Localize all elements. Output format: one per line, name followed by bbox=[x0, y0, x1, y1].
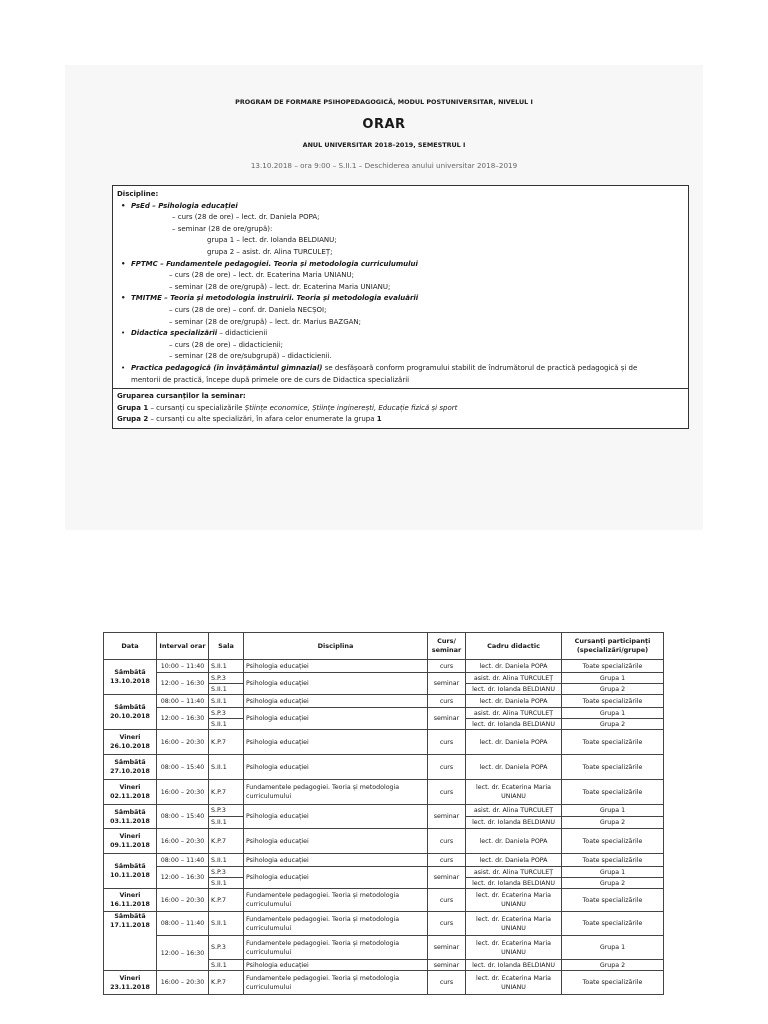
teacher-cell: lect. dr. Iolanda BELDIANU bbox=[466, 878, 562, 889]
discipline-cell: Psihologia educației bbox=[244, 755, 428, 780]
participants-cell: Toate specializările bbox=[562, 971, 664, 995]
room-cell: K.P.7 bbox=[209, 730, 244, 755]
date-cell: Sâmbătă 10.11.2018 bbox=[104, 854, 157, 889]
interval-cell: 10:00 – 11:40 bbox=[157, 660, 209, 673]
discipline-cell: Fundamentele pedagogiei. Teoria și metodologia curriculumului bbox=[244, 889, 428, 912]
interval-cell: 16:00 – 20:30 bbox=[157, 780, 209, 805]
table-row bbox=[104, 805, 664, 817]
room-cell: K.P.7 bbox=[209, 829, 244, 854]
interval-cell: 08:00 – 11:40 bbox=[157, 854, 209, 867]
interval-cell: 12:00 – 16:30 bbox=[157, 936, 209, 971]
col-header-data: Data bbox=[104, 633, 157, 660]
program-title: PROGRAM DE FORMARE PSIHOPEDAGOGICĂ, MODUL POSTUNIVERSITAR, NIVELUL I bbox=[235, 98, 533, 106]
group-2-label: Grupa 2 bbox=[117, 415, 149, 424]
table-row bbox=[104, 854, 664, 867]
discipline-practica-title: Practica pedagogică (în învățământul gimnazial) bbox=[131, 363, 323, 372]
table-row bbox=[104, 708, 664, 719]
participants-cell: Toate specializările bbox=[562, 730, 664, 755]
discipline-cell: Psihologia educației bbox=[244, 660, 428, 673]
type-cell: curs bbox=[428, 829, 466, 854]
disciplines-heading: Discipline: bbox=[117, 190, 159, 198]
table-row bbox=[104, 660, 664, 673]
col-header-curs-seminar: Curs/ seminar bbox=[428, 633, 466, 660]
room-cell: K.P.7 bbox=[209, 971, 244, 995]
date-cell: Sâmbătă 27.10.2018 bbox=[104, 755, 157, 780]
discipline-didactica-rest: – didacticienii bbox=[217, 329, 268, 338]
discipline-line: grupa 1 – lect. dr. Iolanda BELDIANU; bbox=[207, 236, 337, 245]
discipline-cell: Psihologia educației bbox=[244, 708, 428, 730]
participants-cell: Toate specializările bbox=[562, 755, 664, 780]
room-cell: S.II.1 bbox=[209, 878, 244, 889]
discipline-cell: Psihologia educației bbox=[244, 730, 428, 755]
room-cell: K.P.7 bbox=[209, 780, 244, 805]
room-cell: S.P.3 bbox=[209, 673, 244, 684]
teacher-cell: lect. dr. Daniela POPA bbox=[466, 829, 562, 854]
room-cell: S.II.1 bbox=[209, 684, 244, 695]
discipline-didactica-title: Didactica specializării bbox=[131, 329, 218, 338]
table-row bbox=[104, 971, 664, 995]
discipline-cell: Psihologia educației bbox=[244, 867, 428, 889]
type-cell: seminar bbox=[428, 936, 466, 960]
grouping-section bbox=[113, 388, 688, 428]
group-2-line bbox=[117, 414, 684, 426]
room-cell: S.P.3 bbox=[209, 867, 244, 878]
discipline-cell: Fundamentele pedagogiei. Teoria și metodologia curriculumului bbox=[244, 912, 428, 936]
type-cell: curs bbox=[428, 889, 466, 912]
participants-cell: Toate specializările bbox=[562, 829, 664, 854]
discipline-line: – curs (28 de ore) – conf. dr. Daniela NECȘOI; bbox=[169, 305, 327, 314]
teacher-cell: lect. dr. Daniela POPA bbox=[466, 755, 562, 780]
table-row bbox=[104, 829, 664, 854]
group-2-number: 1 bbox=[376, 415, 382, 424]
teacher-cell: lect. dr. Daniela POPA bbox=[466, 730, 562, 755]
date-cell: Vineri 16.11.2018 bbox=[104, 889, 157, 912]
opening-note: 13.10.2018 – ora 9:00 – S.II.1 – Deschiderea anului universitar 2018–2019 bbox=[250, 161, 518, 170]
participants-cell: Grupa 2 bbox=[562, 817, 664, 829]
room-cell: S.P.3 bbox=[209, 936, 244, 960]
table-row bbox=[104, 867, 664, 878]
type-cell: curs bbox=[428, 660, 466, 673]
group-1-specializations: Științe economice, Științe inginerești, Educație fizică și sport bbox=[244, 403, 458, 412]
academic-year: ANUL UNIVERSITAR 2018–2019, SEMESTRUL I bbox=[302, 141, 466, 149]
room-cell: S.P.3 bbox=[209, 708, 244, 719]
teacher-cell: asist. dr. Alina TURCULEȚ bbox=[466, 805, 562, 817]
type-cell: curs bbox=[428, 730, 466, 755]
type-cell: seminar bbox=[428, 960, 466, 971]
discipline-fptmc: • FPTMC – Fundamentele pedagogiei. Teoria și metodologia curriculumului bbox=[117, 259, 684, 271]
disciplines-box bbox=[112, 185, 689, 429]
teacher-cell: lect. dr. Ecaterina Maria UNIANU bbox=[466, 889, 562, 912]
discipline-cell: Psihologia educației bbox=[244, 805, 428, 829]
participants-cell: Grupa 1 bbox=[562, 708, 664, 719]
discipline-cell: Fundamentele pedagogiei. Teoria și metodologia curriculumului bbox=[244, 780, 428, 805]
participants-cell: Toate specializările bbox=[562, 854, 664, 867]
room-cell: S.II.1 bbox=[209, 817, 244, 829]
type-cell: curs bbox=[428, 912, 466, 936]
interval-cell: 12:00 – 16:30 bbox=[157, 673, 209, 695]
teacher-cell: lect. dr. Daniela POPA bbox=[466, 660, 562, 673]
type-cell: curs bbox=[428, 780, 466, 805]
teacher-cell: asist. dr. Alina TURCULEȚ bbox=[466, 867, 562, 878]
table-row bbox=[104, 889, 664, 912]
teacher-cell: lect. dr. Ecaterina Maria UNIANU bbox=[466, 936, 562, 960]
discipline-didactica bbox=[117, 328, 684, 340]
schedule-table bbox=[103, 632, 664, 995]
participants-cell: Toate specializările bbox=[562, 912, 664, 936]
table-row bbox=[104, 936, 664, 960]
interval-cell: 16:00 – 20:30 bbox=[157, 971, 209, 995]
discipline-cell: Fundamentele pedagogiei. Teoria și metodologia curriculumului bbox=[244, 936, 428, 960]
participants-cell: Grupa 1 bbox=[562, 673, 664, 684]
col-header-interval: Interval orar bbox=[157, 633, 209, 660]
room-cell: S.II.1 bbox=[209, 912, 244, 936]
interval-cell: 08:00 – 15:40 bbox=[157, 805, 209, 829]
table-header-row bbox=[104, 633, 664, 660]
date-cell: Sâmbătă 03.11.2018 bbox=[104, 805, 157, 829]
interval-cell: 12:00 – 16:30 bbox=[157, 708, 209, 730]
group-1-text: – cursanți cu specializările bbox=[148, 403, 245, 412]
teacher-cell: lect. dr. Iolanda BELDIANU bbox=[466, 684, 562, 695]
discipline-line: – curs (28 de ore) – didacticienii; bbox=[169, 340, 284, 349]
participants-cell: Grupa 2 bbox=[562, 719, 664, 730]
table-row bbox=[104, 755, 664, 780]
type-cell: curs bbox=[428, 854, 466, 867]
teacher-cell: lect. dr. Ecaterina Maria UNIANU bbox=[466, 912, 562, 936]
participants-cell: Toate specializările bbox=[562, 889, 664, 912]
discipline-line: – seminar (28 de ore/subgrupă) – didacticienii. bbox=[169, 352, 332, 361]
discipline-cell: Psihologia educației bbox=[244, 854, 428, 867]
participants-cell: Grupa 2 bbox=[562, 684, 664, 695]
date-cell: Sâmbătă 13.10.2018 bbox=[104, 660, 157, 695]
group-1-label: Grupa 1 bbox=[117, 403, 149, 412]
discipline-cell: Psihologia educației bbox=[244, 673, 428, 695]
discipline-psed: • PsEd – Psihologia educației bbox=[117, 201, 684, 213]
group-2-text: – cursanți cu alte specializări, în afara celor enumerate la grupa bbox=[148, 415, 377, 424]
date-cell: Vineri 09.11.2018 bbox=[104, 829, 157, 854]
disciplines-section bbox=[113, 186, 688, 388]
room-cell: S.II.1 bbox=[209, 960, 244, 971]
room-cell: S.II.1 bbox=[209, 854, 244, 867]
date-cell: Vineri 02.11.2018 bbox=[104, 780, 157, 805]
group-1-line bbox=[117, 403, 684, 415]
discipline-cell: Psihologia educației bbox=[244, 829, 428, 854]
participants-cell: Toate specializările bbox=[562, 695, 664, 708]
teacher-cell: lect. dr. Ecaterina Maria UNIANU bbox=[466, 780, 562, 805]
interval-cell: 16:00 – 20:30 bbox=[157, 829, 209, 854]
participants-cell: Grupa 1 bbox=[562, 805, 664, 817]
col-header-sala: Sala bbox=[209, 633, 244, 660]
table-row bbox=[104, 730, 664, 755]
discipline-line: – seminar (28 de ore/grupă) – lect. dr. Marius BAZGAN; bbox=[169, 317, 362, 326]
discipline-practica-rest: se desfășoară conform programului stabilit de îndrumătorul de practică pedagogică și de bbox=[322, 363, 638, 372]
col-header-cadru-didactic: Cadru didactic bbox=[466, 633, 562, 660]
participants-cell: Toate specializările bbox=[562, 660, 664, 673]
type-cell: seminar bbox=[428, 867, 466, 889]
room-cell: S.II.1 bbox=[209, 660, 244, 673]
teacher-cell: lect. dr. Iolanda BELDIANU bbox=[466, 817, 562, 829]
discipline-line: mentorii de practică, începe după primele ore de curs de Didactica specializării bbox=[131, 375, 410, 384]
table-row bbox=[104, 780, 664, 805]
room-cell: S.P.3 bbox=[209, 805, 244, 817]
discipline-line: grupa 2 – asist. dr. Alina TURCULEȚ; bbox=[207, 247, 333, 256]
interval-cell: 08:00 – 11:40 bbox=[157, 695, 209, 708]
col-header-cursanti: Cursanți participanți (specializări/grupe) bbox=[562, 633, 664, 660]
discipline-line: – curs (28 de ore) – lect. dr. Ecaterina Maria UNIANU; bbox=[169, 271, 355, 280]
discipline-cell: Fundamentele pedagogiei. Teoria și metodologia curriculumului bbox=[244, 971, 428, 995]
col-header-disciplina: Disciplina bbox=[244, 633, 428, 660]
room-cell: K.P.7 bbox=[209, 889, 244, 912]
participants-cell: Grupa 2 bbox=[562, 960, 664, 971]
teacher-cell: lect. dr. Daniela POPA bbox=[466, 854, 562, 867]
date-cell: Vineri 26.10.2018 bbox=[104, 730, 157, 755]
interval-cell: 08:00 – 15:40 bbox=[157, 755, 209, 780]
discipline-cell: Psihologia educației bbox=[244, 960, 428, 971]
type-cell: seminar bbox=[428, 673, 466, 695]
discipline-tmitme: • TMITME – Teoria și metodologia instruirii. Teoria și metodologia evaluării bbox=[117, 293, 684, 305]
table-row bbox=[104, 695, 664, 708]
date-cell: Sâmbătă 17.11.2018 bbox=[104, 912, 157, 971]
table-row bbox=[104, 912, 664, 936]
grouping-heading: Gruparea cursanților la seminar: bbox=[117, 392, 246, 401]
date-cell: Vineri 23.11.2018 bbox=[104, 971, 157, 995]
participants-cell: Grupa 1 bbox=[562, 867, 664, 878]
date-cell: Sâmbătă 20.10.2018 bbox=[104, 695, 157, 730]
teacher-cell: lect. dr. Daniela POPA bbox=[466, 695, 562, 708]
page-title: ORAR bbox=[362, 117, 406, 132]
type-cell: curs bbox=[428, 971, 466, 995]
table-row bbox=[104, 673, 664, 684]
teacher-cell: asist. dr. Alina TURCULEȚ bbox=[466, 708, 562, 719]
interval-cell: 16:00 – 20:30 bbox=[157, 889, 209, 912]
interval-cell: 16:00 – 20:30 bbox=[157, 730, 209, 755]
participants-cell: Grupa 2 bbox=[562, 878, 664, 889]
type-cell: curs bbox=[428, 755, 466, 780]
interval-cell: 08:00 – 11:40 bbox=[157, 912, 209, 936]
teacher-cell: lect. dr. Ecaterina Maria UNIANU bbox=[466, 971, 562, 995]
discipline-line: – seminar (28 de ore/grupă): bbox=[172, 224, 273, 233]
teacher-cell: lect. dr. Iolanda BELDIANU bbox=[466, 960, 562, 971]
discipline-line: – seminar (28 de ore/grupă) – lect. dr. Ecaterina Maria UNIANU; bbox=[169, 282, 391, 291]
room-cell: S.II.1 bbox=[209, 695, 244, 708]
teacher-cell: asist. dr. Alina TURCULEȚ bbox=[466, 673, 562, 684]
participants-cell: Toate specializările bbox=[562, 780, 664, 805]
type-cell: curs bbox=[428, 695, 466, 708]
room-cell: S.II.1 bbox=[209, 755, 244, 780]
room-cell: S.II.1 bbox=[209, 719, 244, 730]
discipline-line: – curs (28 de ore) – lect. dr. Daniela POPA; bbox=[172, 213, 320, 222]
teacher-cell: lect. dr. Iolanda BELDIANU bbox=[466, 719, 562, 730]
page-1 bbox=[65, 65, 703, 530]
interval-cell: 12:00 – 16:30 bbox=[157, 867, 209, 889]
discipline-cell: Psihologia educației bbox=[244, 695, 428, 708]
participants-cell: Grupa 1 bbox=[562, 936, 664, 960]
type-cell: seminar bbox=[428, 708, 466, 730]
discipline-practica bbox=[117, 363, 684, 375]
type-cell: seminar bbox=[428, 805, 466, 829]
